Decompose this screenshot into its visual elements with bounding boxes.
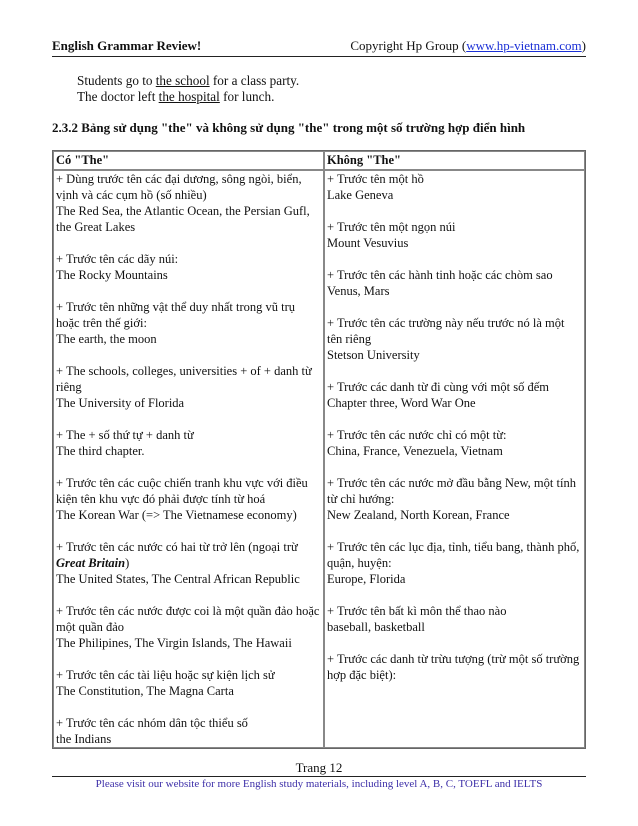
rule-text: + Trước tên các lục địa, tỉnh, tiểu bang, thành phố, quận, huyện:	[327, 540, 580, 570]
rule-text: + Trước tên các nước chỉ có một từ:	[327, 428, 507, 442]
rule-text: + Dùng trước tên các đại dương, sông ngòi, biển, vịnh và các cụm hồ (số nhiều)	[56, 172, 302, 202]
rule-block	[327, 315, 582, 363]
rule-block	[56, 475, 321, 523]
section-title: 2.3.2 Bảng sử dụng "the" và không sử dụng "the" trong một số trường hợp điển hình	[52, 120, 526, 135]
example-text: Stetson University	[327, 348, 420, 362]
rule-text: + Trước tên các dãy núi:	[56, 252, 179, 266]
rule-text: + Trước tên các tài liệu hoặc sự kiện lịch sử	[56, 668, 275, 682]
rule-block	[327, 475, 582, 523]
with-the-rules	[56, 171, 321, 747]
intro-line: The doctor left the hospital for lunch.	[77, 89, 275, 104]
rule-block	[327, 171, 582, 203]
without-the-rules	[327, 171, 582, 683]
rule-text: + Trước tên các hành tinh hoặc các chòm sao	[327, 268, 553, 282]
rule-block	[56, 427, 321, 459]
without-the-column	[324, 170, 585, 748]
rule-text: + Trước tên những vật thể duy nhất trong vũ trụ hoặc trên thế giới:	[56, 300, 295, 330]
rule-text: + Trước tên một ngọn núi	[327, 220, 456, 234]
example-text: The Philipines, The Virgin Islands, The Hawaii	[56, 636, 292, 650]
footer-note: Please visit our website for more English study materials, including level A, B, C, TOEFL and IELTS	[95, 778, 543, 790]
intro-line: Students go to the school for a class party.	[77, 73, 300, 88]
rule-text: + Trước các danh từ đi cùng với một số đếm	[327, 380, 549, 394]
example-text: The Red Sea, the Atlantic Ocean, the Persian Gufl, the Great Lakes	[56, 204, 310, 234]
intro-examples	[77, 73, 299, 105]
rule-text: + Trước tên các nước được coi là một quần đảo hoặc một quần đảo	[56, 604, 320, 634]
rule-text: + Trước tên các nhóm dân tộc thiểu số	[56, 716, 248, 730]
rule-text: + Trước tên một hồ	[327, 172, 424, 186]
example-text: Lake Geneva	[327, 188, 394, 202]
example-text: The Korean War (=> The Vietnamese economy)	[56, 508, 297, 522]
rule-text: + The schools, colleges, universities + of + danh từ riêng	[56, 364, 312, 394]
example-text: Venus, Mars	[327, 284, 390, 298]
rule-text: + Trước tên các cuộc chiến tranh khu vực với điều kiện tên khu vực đó phải được tính từ hoá	[56, 476, 308, 506]
rule-block	[56, 251, 321, 283]
rule-block	[327, 267, 582, 299]
rule-block	[56, 603, 321, 651]
example-text: The earth, the moon	[56, 332, 157, 346]
rule-block	[327, 651, 582, 683]
rule-text: + Trước các danh từ trừu tượng (trừ một số trường hợp đặc biệt):	[327, 652, 580, 682]
example-text: The University of Florida	[56, 396, 185, 410]
example-text: the Indians	[56, 732, 112, 746]
rule-text: + Trước tên các nước có hai từ trở lên (ngoại trừ Great Britain)	[56, 540, 298, 570]
example-text: The Constitution, The Magna Carta	[56, 684, 234, 698]
footer-divider	[52, 776, 586, 777]
rule-text: + Trước tên các nước mở đầu bằng New, một tính từ chỉ hướng:	[327, 476, 576, 506]
website-link[interactable]: www.hp-vietnam.com	[466, 38, 582, 53]
with-the-column	[53, 170, 324, 748]
page-header	[52, 36, 586, 57]
rule-block	[56, 667, 321, 699]
rule-block	[56, 539, 321, 587]
rule-text: + The + số thứ tự + danh từ	[56, 428, 194, 442]
example-text: The Rocky Mountains	[56, 268, 168, 282]
example-text: New Zealand, North Korean, France	[327, 508, 510, 522]
rule-block	[56, 171, 321, 235]
header-copyright: Copyright Hp Group (www.hp-vietnam.com)	[350, 38, 586, 53]
rule-text: + Trước tên các trường này nếu trước nó là một tên riêng	[327, 316, 565, 346]
rule-block	[56, 363, 321, 411]
page-number: Trang 12	[295, 760, 343, 775]
rule-block	[327, 379, 582, 411]
example-text: Europe, Florida	[327, 572, 406, 586]
header-title: English Grammar Review!	[52, 38, 202, 53]
example-text: The third chapter.	[56, 444, 145, 458]
example-text: baseball, basketball	[327, 620, 425, 634]
example-text: The United States, The Central African Republic	[56, 572, 300, 586]
column-header-without-the: Không "The"	[324, 151, 585, 170]
example-text: China, France, Venezuela, Vietnam	[327, 444, 503, 458]
example-text: Chapter three, Word War One	[327, 396, 476, 410]
example-text: Mount Vesuvius	[327, 236, 409, 250]
rule-block	[327, 427, 582, 459]
rule-block	[327, 603, 582, 635]
rule-text: + Trước tên bất kì môn thể thao nào	[327, 604, 507, 618]
rule-block	[327, 219, 582, 251]
rule-block	[327, 539, 582, 587]
column-header-with-the: Có "The"	[53, 151, 324, 170]
the-usage-table	[52, 150, 586, 749]
rule-block	[56, 299, 321, 347]
rule-block	[56, 715, 321, 747]
